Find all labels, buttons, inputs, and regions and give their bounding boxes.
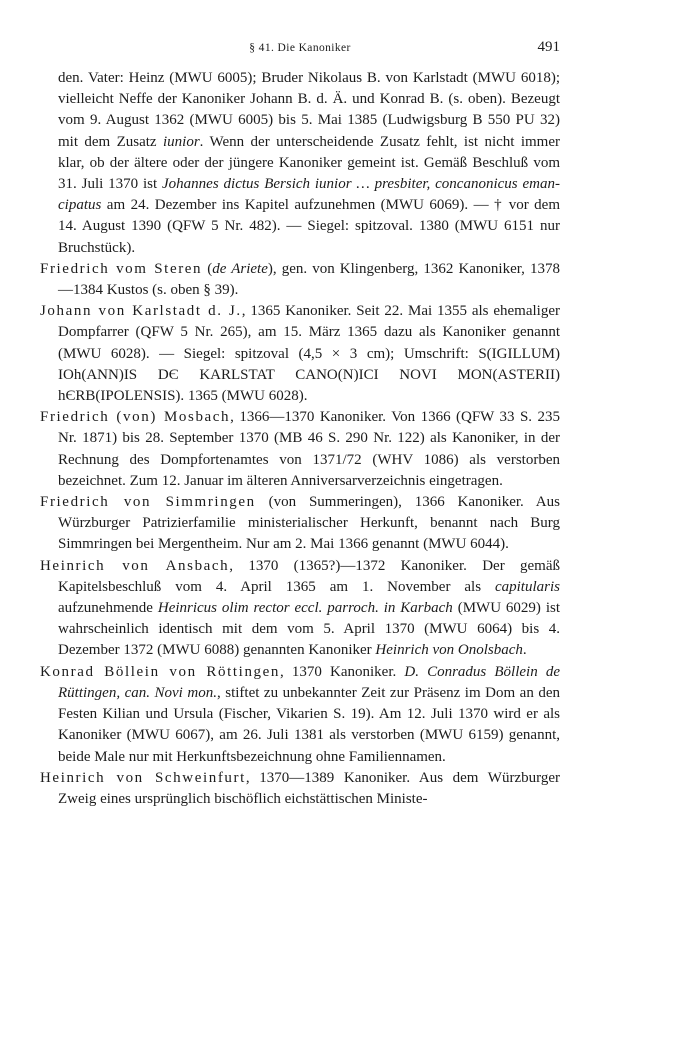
entry-text: . Wenn der unterscheidende Zusatz fehlt, ist nicht immer klar, ob der ältere oder der jüngere Kanoniker gemeint ist. Gemäß Beschluß vom 31. Juli 1370 ist <box>58 133 561 193</box>
entry-name: Johann von Karlstadt d. J. <box>40 303 242 320</box>
entry-heinrich-schweinfurt <box>40 768 560 810</box>
body-text <box>40 68 560 810</box>
page-number: 491 <box>537 39 560 55</box>
entry-friedrich-mosbach <box>40 407 560 492</box>
entry-name: Friedrich (von) Mosbach <box>40 409 231 426</box>
entry-text: . <box>522 642 527 659</box>
italic-text: iunior <box>162 133 200 150</box>
italic-text: D. Conradus Böllein de Rüttingen, can. Novi mon. <box>58 663 560 701</box>
entry-text: , 1366—1370 Kanoniker. Von 1366 (QFW 33 S. 235 Nr. 1871) bis 28. September 1370 (MB 46 S. 290 Nr. 122) als Kanoniker, in der Rechnung des Dompfortenamtes von 1371/72 (WHV 1086) als verstorben bezeichnet. Zum 12. Januar im älteren Anniversarverzeichnis eingetragen. <box>58 409 561 489</box>
entry-name: Friedrich von Simmringen <box>40 494 256 511</box>
entry-continuation <box>40 68 560 259</box>
entry-text: aufzunehmende <box>58 600 158 617</box>
entry-text: , 1370 Kanoniker. <box>280 663 405 680</box>
entry-text: (MWU 6029) ist wahrscheinlich identisch mit dem vom 5. April 1370 (MWU 6064) bis 4. Dezember 1372 (MWU 6088) genannten Kanoniker <box>58 600 560 659</box>
entry-johann-karlstadt <box>40 301 560 407</box>
entry-text: , 1365 Kanoniker. Seit 22. Mai 1355 als ehemaliger Dompfarrer (QFW 5 Nr. 265), am 15. März 1365 dazu als Kanoniker genannt (MWU 6028). — Siegel: spitzoval (4,5 × 3 cm); Umschrift: S(IGILLUM) IOh(ANN)IS DЄ KARLSTAT CANO(N)ICI NOVI MON(ASTERII) hЄRB(IPOLENSIS). 1365 (MWU 6028). <box>58 303 560 405</box>
entry-heinrich-ansbach <box>40 556 560 662</box>
entry-text: , stiftet zu unbekannter Zeit zur Präsenz im Dom an den Festen Kilian und Ursula (Fischer, Vikarien S. 19). Am 12. Juli 1370 wird er als Kanoniker (MWU 6067), am 26. Juli 1381 als verstorben (MWU 6159) genannt, beide Male nur mit Herkunftsbezeichnung ohne Familiennamen. <box>58 684 560 765</box>
entry-friedrich-simmringen <box>40 492 560 556</box>
italic-text: Johannes dictus Bersich iunior … presbiter, concanonicus emancipatus <box>58 176 560 214</box>
entry-konrad-boellein <box>40 662 560 768</box>
running-header <box>40 38 560 58</box>
entry-text: ( <box>202 260 213 277</box>
entry-text: , 1370—1389 Kanoniker. Aus dem Würzburger Zweig eines ursprünglich bischöflich eichstättischen Ministe- <box>58 769 560 807</box>
entry-text: den. Vater: Heinz (MWU 6005); Bruder Nikolaus B. von Karlstadt (MWU 6018); vielleicht Neffe der Kanoniker Johann B. d. Ä. und Konrad B. (s. oben). Bezeugt vom 9. August 1362 (MWU 6005) bis 5. Mai 1385 (Ludwigsburg B 550 PU 32) mit dem Zusatz <box>58 70 560 150</box>
entry-text: (von Summeringen), 1366 Kanoniker. Aus Würzburger Patrizierfamilie ministerialischer Herkunft, benannt nach Burg Simmringen bei Mergentheim. Nur am 2. Mai 1366 genannt (MWU 6044). <box>58 494 560 553</box>
entry-name: Konrad Böllein von Röttingen <box>40 663 280 680</box>
italic-text: capitularis <box>494 578 560 595</box>
italic-text: Heinrich von Onolsbach <box>375 642 523 659</box>
entry-text: am 24. Dezember ins Kapitel aufzunehmen (MWU 6069). — † vor dem 14. August 1390 (QFW 5 Nr. 482). — Siegel: spitzoval. 1380 (MWU 6151 nur Bruchstück). <box>58 197 560 256</box>
entry-text: , 1370 (1365?)—1372 Kanoniker. Der gemäß Kapitelsbeschluß vom 4. April 1365 am 1. November als <box>58 557 560 595</box>
running-title: § 41. Die Kanoniker <box>249 42 351 54</box>
entry-name: Friedrich vom Steren <box>40 260 203 277</box>
italic-text: Heinricus olim rector eccl. parroch. in Karbach <box>157 600 453 617</box>
entry-text: ), gen. von Klingenberg, 1362 Kanoniker, 1378—1384 Kustos (s. oben § 39). <box>58 260 560 299</box>
entry-name: Heinrich von Schweinfurt <box>40 769 246 786</box>
entry-friedrich-steren <box>40 259 560 301</box>
italic-text: de Ariete <box>212 260 268 277</box>
entry-name: Heinrich von Ansbach <box>40 557 230 574</box>
